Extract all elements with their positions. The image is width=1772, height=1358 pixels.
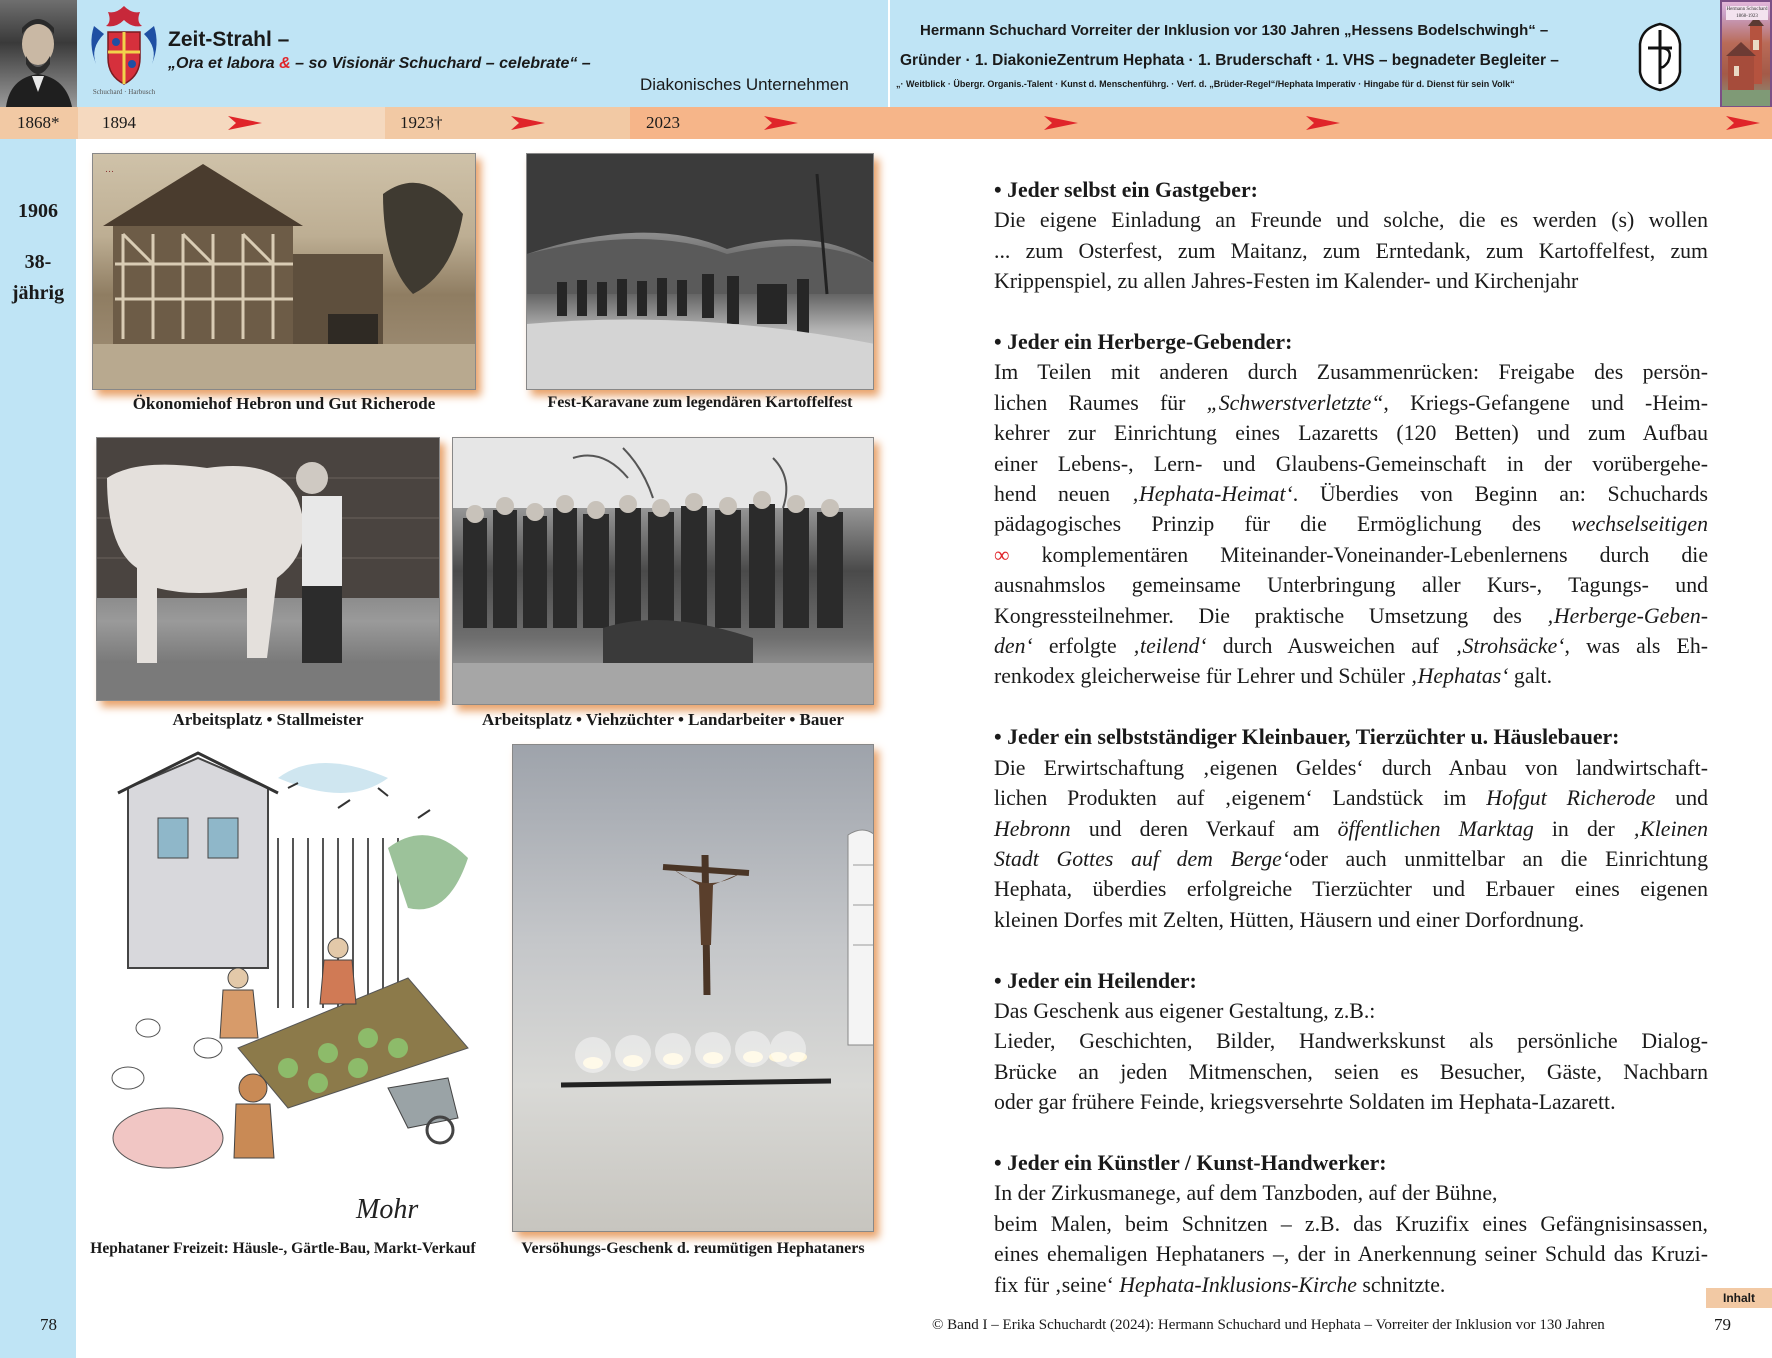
text-run-italic: den‘ [994, 634, 1033, 659]
year-age-label [0, 196, 76, 309]
text-line [994, 509, 1708, 539]
section-heading: • Jeder ein selbstständiger Kleinbauer, Tierzüchter u. Häuslebauer: [994, 725, 1620, 750]
text-run-italic: Hephata-Inklusions-Kirche [1119, 1272, 1357, 1297]
page-title: Zeit-Strahl – [168, 28, 290, 51]
subtitle-post: – so Visionär Schuchard – celebrate“ – [290, 55, 591, 72]
text-run-italic: ‚Hephatas‘ [1410, 664, 1509, 689]
text-run-italic: Hofgut Richerode [1486, 786, 1656, 811]
text-run: galt. [1508, 664, 1553, 689]
photo-caption-crucifix: Versöhungs-Geschenk d. reumütigen Hephataners [521, 1240, 865, 1257]
timeline-arrow-icon [511, 116, 545, 130]
text-line: eines ehemaligen Hephataners –, der in Anerkennung seiner Schuld das Kruzi- [994, 1242, 1708, 1267]
text-run: . Überdies von Beginn an: Schuchards [1292, 482, 1708, 507]
timeline-arrow-icon [1726, 116, 1760, 130]
text-line: Das Geschenk aus eigener Gestaltung, z.B.: [994, 998, 1376, 1023]
right-header-line-1: Hermann Schuchard Vorreiter der Inklusion vor 130 Jahren „Hessens Bodelschwingh“ – [920, 22, 1549, 39]
header-note: Diakonisches Unternehmen [640, 75, 849, 94]
text-run: erfolgte [1032, 634, 1133, 659]
photo-caption-farm-workers: Arbeitsplatz • Viehzüchter • Landarbeiter • Bauer [482, 710, 844, 729]
text-line [994, 1270, 1708, 1300]
church-caption: Hermann Schuchard 1868-1923 [1726, 7, 1768, 19]
text-run: , Kriegs-Gefangene und -Heim- [1383, 390, 1709, 415]
text-run: lichen Produkten auf ‚eigenem‘ Landstück im [994, 786, 1487, 811]
text-run: oder auch unmittelbar an die Einrichtung [1289, 846, 1708, 871]
photo-farmyard [92, 153, 476, 390]
text-run: pädagogisches Prinzip für die Ermöglichung des [994, 512, 1572, 537]
sidebar-spacer [0, 227, 76, 247]
sidebar-year: 1906 [18, 200, 58, 222]
text-run: und deren Verkauf am [1070, 816, 1338, 841]
text-run: in der [1533, 816, 1633, 841]
photo-caption-farmyard: Ökonomiehof Hebron und Gut Richerode [132, 394, 436, 413]
infinity-symbol: ∞ [994, 542, 1010, 567]
text-run-italic: öffentlichen Marktag [1337, 816, 1534, 841]
portrait-photo [0, 0, 77, 107]
text-run: Kongressteilnehmer. Die praktische Umsetzung des [994, 603, 1547, 628]
section-shelter [994, 327, 1708, 692]
church-picture [1720, 0, 1772, 107]
text-line: Die eigene Einladung an Freunde und solche, die es werden (s) wollen [994, 208, 1708, 233]
timeline-arrow-icon [764, 116, 798, 130]
text-line: Hephata, überdies erfolgreiche Tierzüchter und Erbauer eines eigenen [994, 877, 1708, 902]
text-run-italic: Stadt Gottes auf dem Berge‘ [994, 846, 1290, 871]
section-heading: • Jeder ein Künstler / Kunst-Handwerker: [994, 1150, 1387, 1175]
text-line: Die Erwirtschaftung ‚eigenen Geldes‘ durch Anbau von landwirtschaft- [994, 755, 1708, 780]
text-line: Krippenspiel, zu allen Jahres-Festen im Kalender- und Kirchenjahr [994, 269, 1579, 294]
right-header-line-2: Gründer · 1. DiakonieZentrum Hephata · 1. Bruderschaft · 1. VHS – begnadeter Begleiter – [900, 52, 1559, 69]
page-number-right: 79 [1714, 1315, 1731, 1334]
timeline-year-present: 2023 [646, 113, 680, 132]
text-run-italic: wechselseitigen [1571, 512, 1708, 537]
photo-caption-caravan: Fest-Karavane zum legendären Kartoffelfest [547, 394, 853, 411]
text-run: und [1655, 786, 1708, 811]
subtitle-pre: „Ora et labora [168, 55, 280, 72]
text-line: ... zum Osterfest, zum Maitanz, zum Erntedank, zum Kartoffelfest, zum [994, 238, 1708, 263]
text-line: kehrer zur Einrichtung eines Lazaretts (120 Betten) und zum Aufbau [994, 421, 1708, 446]
text-run-italic: „Schwerstverletzte“ [1206, 390, 1384, 415]
photo-crucifix-wall [512, 744, 874, 1232]
section-heading: • Jeder ein Heilender: [994, 968, 1197, 993]
text-run: schnitzte. [1356, 1272, 1446, 1297]
section-healer [994, 966, 1708, 1118]
section-heading: • Jeder selbst ein Gastgeber: [994, 178, 1258, 202]
text-line [994, 814, 1708, 844]
text-run: komplementären Miteinander-Voneinander-Lebenlernens durch die [1009, 542, 1708, 567]
text-run-italic: ‚Kleinen [1632, 816, 1708, 841]
text-run-italic: ‚Hephata-Heimat‘ [1131, 482, 1293, 507]
text-run: fix für ‚seine‘ [994, 1272, 1120, 1297]
table-of-contents-link[interactable]: Inhalt [1706, 1288, 1772, 1308]
subtitle-ampersand: & [279, 55, 291, 72]
timeline-year-birth: 1868* [17, 113, 60, 132]
section-heading: • Jeder ein Herberge-Gebender: [994, 330, 1293, 355]
text-line: Im Teilen mit anderen durch Zusammenrücken: Freigabe des persön- [994, 360, 1708, 385]
text-line [994, 783, 1708, 813]
text-line: oder gar frühere Feinde, kriegsversehrte Soldaten im Hephata-Lazarett. [994, 1090, 1616, 1115]
cross-emblem-icon [1638, 22, 1682, 92]
text-line [994, 601, 1708, 631]
timeline-year-death: 1923† [400, 113, 443, 132]
left-sidebar [0, 139, 76, 1358]
text-line [994, 631, 1708, 661]
text-line: beim Malen, beim Schnitzen – z.B. das Kruzifix eines Gefängnisinsassen, [994, 1211, 1708, 1236]
timeline-segment-present [630, 107, 1772, 139]
text-line: einer Lebens-, Lern- und Glaubens-Gemeinschaft in der vorübergehe- [994, 451, 1708, 476]
photo-caravan [526, 153, 874, 390]
text-run-italic: ‚teilend‘ [1132, 634, 1207, 659]
text-run-italic: ‚Herberge-Geben- [1546, 603, 1708, 628]
text-run: lichen Raumes für [994, 390, 1207, 415]
timeline-arrow-icon [1306, 116, 1340, 130]
timeline-arrow-icon [228, 116, 262, 130]
right-header [890, 0, 1650, 107]
text-run: renkodex gleicherweise für Lehrer und Schüler [994, 664, 1411, 689]
timeline-bar [0, 107, 1772, 139]
photo-caption-cartoon: Hephataner Freizeit: Häusle-, Gärtle-Bau, Markt-Verkauf [90, 1240, 476, 1257]
text-line [994, 479, 1708, 509]
page-header [0, 0, 1772, 107]
text-line [994, 661, 1708, 691]
timeline-year-founding: 1894 [102, 113, 136, 132]
photo-stable-master [96, 437, 440, 701]
text-line [994, 844, 1708, 874]
cartoon-signature: Mohr [356, 1194, 419, 1225]
section-artist [994, 1148, 1708, 1300]
text-run-italic: ‚Strohsäcke‘ [1455, 634, 1565, 659]
photo-caption-stable-master: Arbeitsplatz • Stallmeister [172, 710, 364, 729]
footer-copyright: © Band I – Erika Schuchardt (2024): Hermann Schuchard und Hephata – Vorreiter der Inklusion vor 130 Jahren [932, 1317, 1605, 1333]
text-line: Lieder, Geschichten, Bilder, Handwerkskunst als persönliche Dialog- [994, 1029, 1708, 1054]
text-line: kleinen Dorfes mit Zelten, Hütten, Häusern und einer Dorfordnung. [994, 907, 1585, 932]
sidebar-age-line-1: 38- [24, 251, 52, 273]
text-run: hend neuen [994, 482, 1132, 507]
text-run: , was als Eh- [1564, 634, 1708, 659]
section-smallholder [994, 722, 1708, 935]
timeline-arrow-icon [1044, 116, 1078, 130]
section-host [994, 175, 1708, 297]
cartoon-garden-illustration [88, 748, 478, 1228]
crest-caption: Schuchard · Harbusch [92, 88, 156, 96]
text-line: ausnahmslos gemeinsame Unterbringung aller Kurs-, Tagungs- und [994, 573, 1708, 598]
sidebar-age-line-2: jährig [11, 282, 65, 304]
main-text-column [994, 175, 1708, 1330]
page-subtitle [168, 55, 591, 73]
text-line: Brücke an jeden Mitmenschen, seien es Besucher, Gäste, Nachbarn [994, 1059, 1708, 1084]
photo-farm-workers [452, 437, 874, 705]
svg-text:…: … [105, 164, 114, 174]
page-number-left: 78 [40, 1315, 57, 1334]
right-header-line-3: „· Weitblick · Übergr. Organis.-Talent · Kunst d. Menschenführg. · Verf. d. „Brüder-Regel“/Hephata Imperativ · Hingabe für d. Dienst für sein Volk“ [896, 79, 1515, 89]
text-run: durch Ausweichen auf [1206, 634, 1456, 659]
text-line [994, 388, 1708, 418]
text-line: In der Zirkusmanege, auf dem Tanzboden, auf der Bühne, [994, 1181, 1498, 1206]
text-run-italic: Hebronn [994, 816, 1071, 841]
text-line [994, 540, 1708, 570]
